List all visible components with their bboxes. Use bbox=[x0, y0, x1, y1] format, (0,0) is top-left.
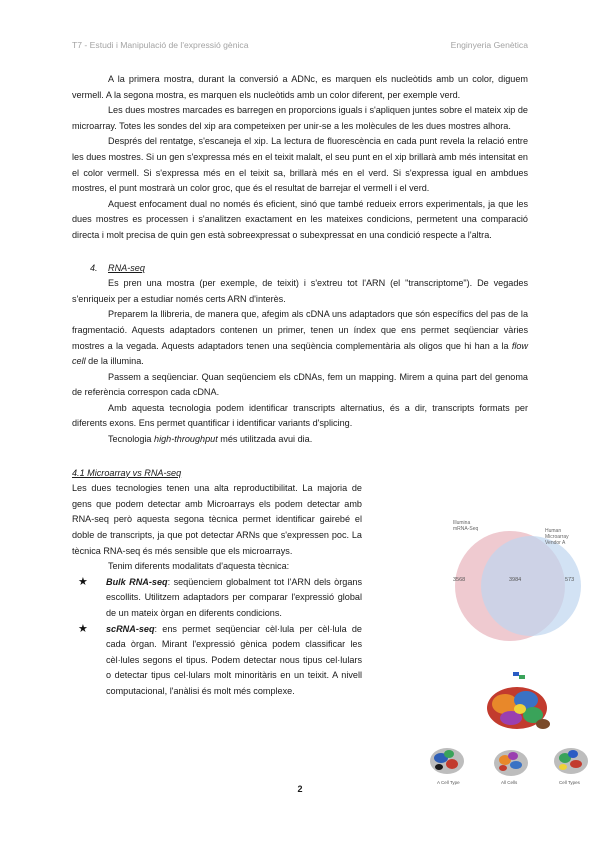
venn-label-microarray: Human Microarray Vendor A bbox=[545, 528, 569, 546]
figure-caption-cell-type: A Cell Type bbox=[437, 780, 460, 785]
paragraph-library: Preparem la llibreria, de manera que, afegim als cDNA uns adaptadors que són específics del pas de la fragmentació. Aquests adaptadors contenen un primer, tenen un índex que ens permet seqüenciar vàries mostres a la vegada. Aquests adaptadors tenen una seqüència complementària als oligos que hi han a la flow cell de la illumina. bbox=[72, 309, 528, 367]
star-bullet-icon: ★ bbox=[78, 575, 88, 588]
venn-label-illumina: Illumina mRNA-Seq bbox=[453, 520, 479, 532]
high-throughput-term: high-throughput bbox=[154, 434, 218, 445]
paragraph-mixing: Les dues mostres marcades es barregen en proporcions iguals i s'apliquen juntes sobre el mateix xip de microarray. Totes les sondes del xip ara competeixen per unir-se a les molècules de les dues mostres alhora. bbox=[72, 105, 528, 131]
venn-count-left: 3568 bbox=[453, 577, 466, 583]
figure-caption-cell-types: Cell Types bbox=[559, 780, 580, 785]
paragraph-transcripts: Amb aquesta tecnologia podem identificar transcripts alternatius, és a dir, transcripts formats per diferents exons. Ens permet quantificar i identificar variants d'splicing. bbox=[72, 402, 528, 429]
section-title: RNA-seq bbox=[108, 262, 145, 273]
single-cell-figure bbox=[425, 668, 595, 793]
paragraph-dual-approach: Aquest enfocament dual no només és eficient, sinó que també redueix errors experimentals, ja que les dues mostres es processen i s'analitzen exactament en les mateixes condicions, permetent una comparació directa i molt precisa de quin gen està sobreexpressat o subexpressat en una condició respecte a l'altra. bbox=[72, 198, 528, 240]
paragraph-scanning: Després del rentatge, s'escaneja el xip. La lectura de fluorescència en cada punt revela la relació entre les dues mostres. Si un gen s'expressa més en el teixit malalt, el seu punt en el xip brillarà amb més intensitat en el color vermell. Si s'expressa més en el teixit sa, brillarà més en el verd. Si s'expressa igual en ambdues mostres, el punt mostrarà un color groc, que és el resultat de barrejar el vermell i el verd. bbox=[72, 136, 528, 194]
scrnaseq-term: scRNA-seq bbox=[106, 623, 155, 634]
brain-cell-clusters bbox=[494, 750, 528, 776]
list-item: ★ scRNA-seq: ens permet seqüenciar cèl·lula per cèl·lula de cada òrgan. Mirant l'expressió gènica podem classificar les cèl·lules segons el tipus. Podem detectar nous tipus cel·lulars o detectar tipus cel·lulars molt minoritàris en un teixit. A nivell computacional, l'anàlisi és molt més complexe. bbox=[78, 622, 362, 696]
venn-circle-microarray bbox=[481, 536, 581, 636]
paragraph-first-sample: A la primera mostra, durant la conversió a ADNc, es marquen els nucleòtids amb un color, diguem vermell. A la segona mostra, es marquen els nucleòtids amb un color diferent, per exemple verd. bbox=[72, 74, 528, 100]
paragraph-sequencing: Passem a seqüenciar. Quan seqüenciem els cDNAs, fem un mapping. Mirem a quina part del genoma de referència correspon cada cDNA. bbox=[72, 371, 528, 398]
figure-caption-all-cells: All Cells bbox=[501, 780, 518, 785]
page-header bbox=[72, 40, 528, 52]
flow-cell-term: flow cell bbox=[72, 340, 528, 367]
paragraph-sample: Es pren una mostra (per exemple, de teixit) i s'extreu tot l'ARN (el "transcriptome"). De vegades s'enriqueix per a estudiar només certs ARN d'interès. bbox=[72, 278, 528, 304]
modalities-list bbox=[72, 575, 362, 700]
header-chapter-title: T7 - Estudi i Manipulació de l'expressió gènica bbox=[72, 40, 249, 50]
venn-diagram bbox=[447, 514, 585, 642]
paragraph-comparison: Les dues tecnologies tenen una alta reproductibilitat. La majoria de gens que podem detectar amb Microarrays els podem detectar amb RNA-seq però aquesta segona tècnica permet identificar gairebé el doble de transcripts, ja que pot detectar ARNs que s'expressen poc. La tècnica RNA-seq és més sensible que els microarrays. bbox=[72, 483, 362, 556]
brain-cell-types bbox=[554, 748, 588, 774]
brain-outline-clusters bbox=[430, 748, 464, 774]
bulk-rnaseq-term: Bulk RNA-seq bbox=[106, 576, 168, 587]
star-bullet-icon: ★ bbox=[78, 622, 88, 635]
subsection-heading: 4.1 Microarray vs RNA-seq bbox=[72, 467, 182, 478]
page-number: 2 bbox=[297, 784, 303, 794]
section-heading-rnaseq bbox=[72, 261, 528, 277]
venn-count-right: 573 bbox=[565, 577, 575, 583]
header-course-name: Enginyeria Genètica bbox=[450, 40, 528, 50]
list-item: ★ Bulk RNA-seq: seqüenciem globalment tot l'ARN dels òrgans escollits. Utilitzem adaptadors per comparar l'expressió global de un mateix òrgan en diferents condicions. bbox=[78, 575, 362, 618]
venn-count-overlap: 3984 bbox=[509, 577, 522, 583]
section-number: 4. bbox=[90, 262, 98, 273]
paragraph-technology: Tecnologia high-throughput més utilitzada avui dia. bbox=[108, 434, 313, 445]
brain-colored-illustration bbox=[487, 672, 550, 729]
single-cell-figure-graphic bbox=[425, 668, 595, 793]
paragraph-modalities: Tenim diferents modalitats d'aquesta tècnica: bbox=[108, 561, 290, 572]
